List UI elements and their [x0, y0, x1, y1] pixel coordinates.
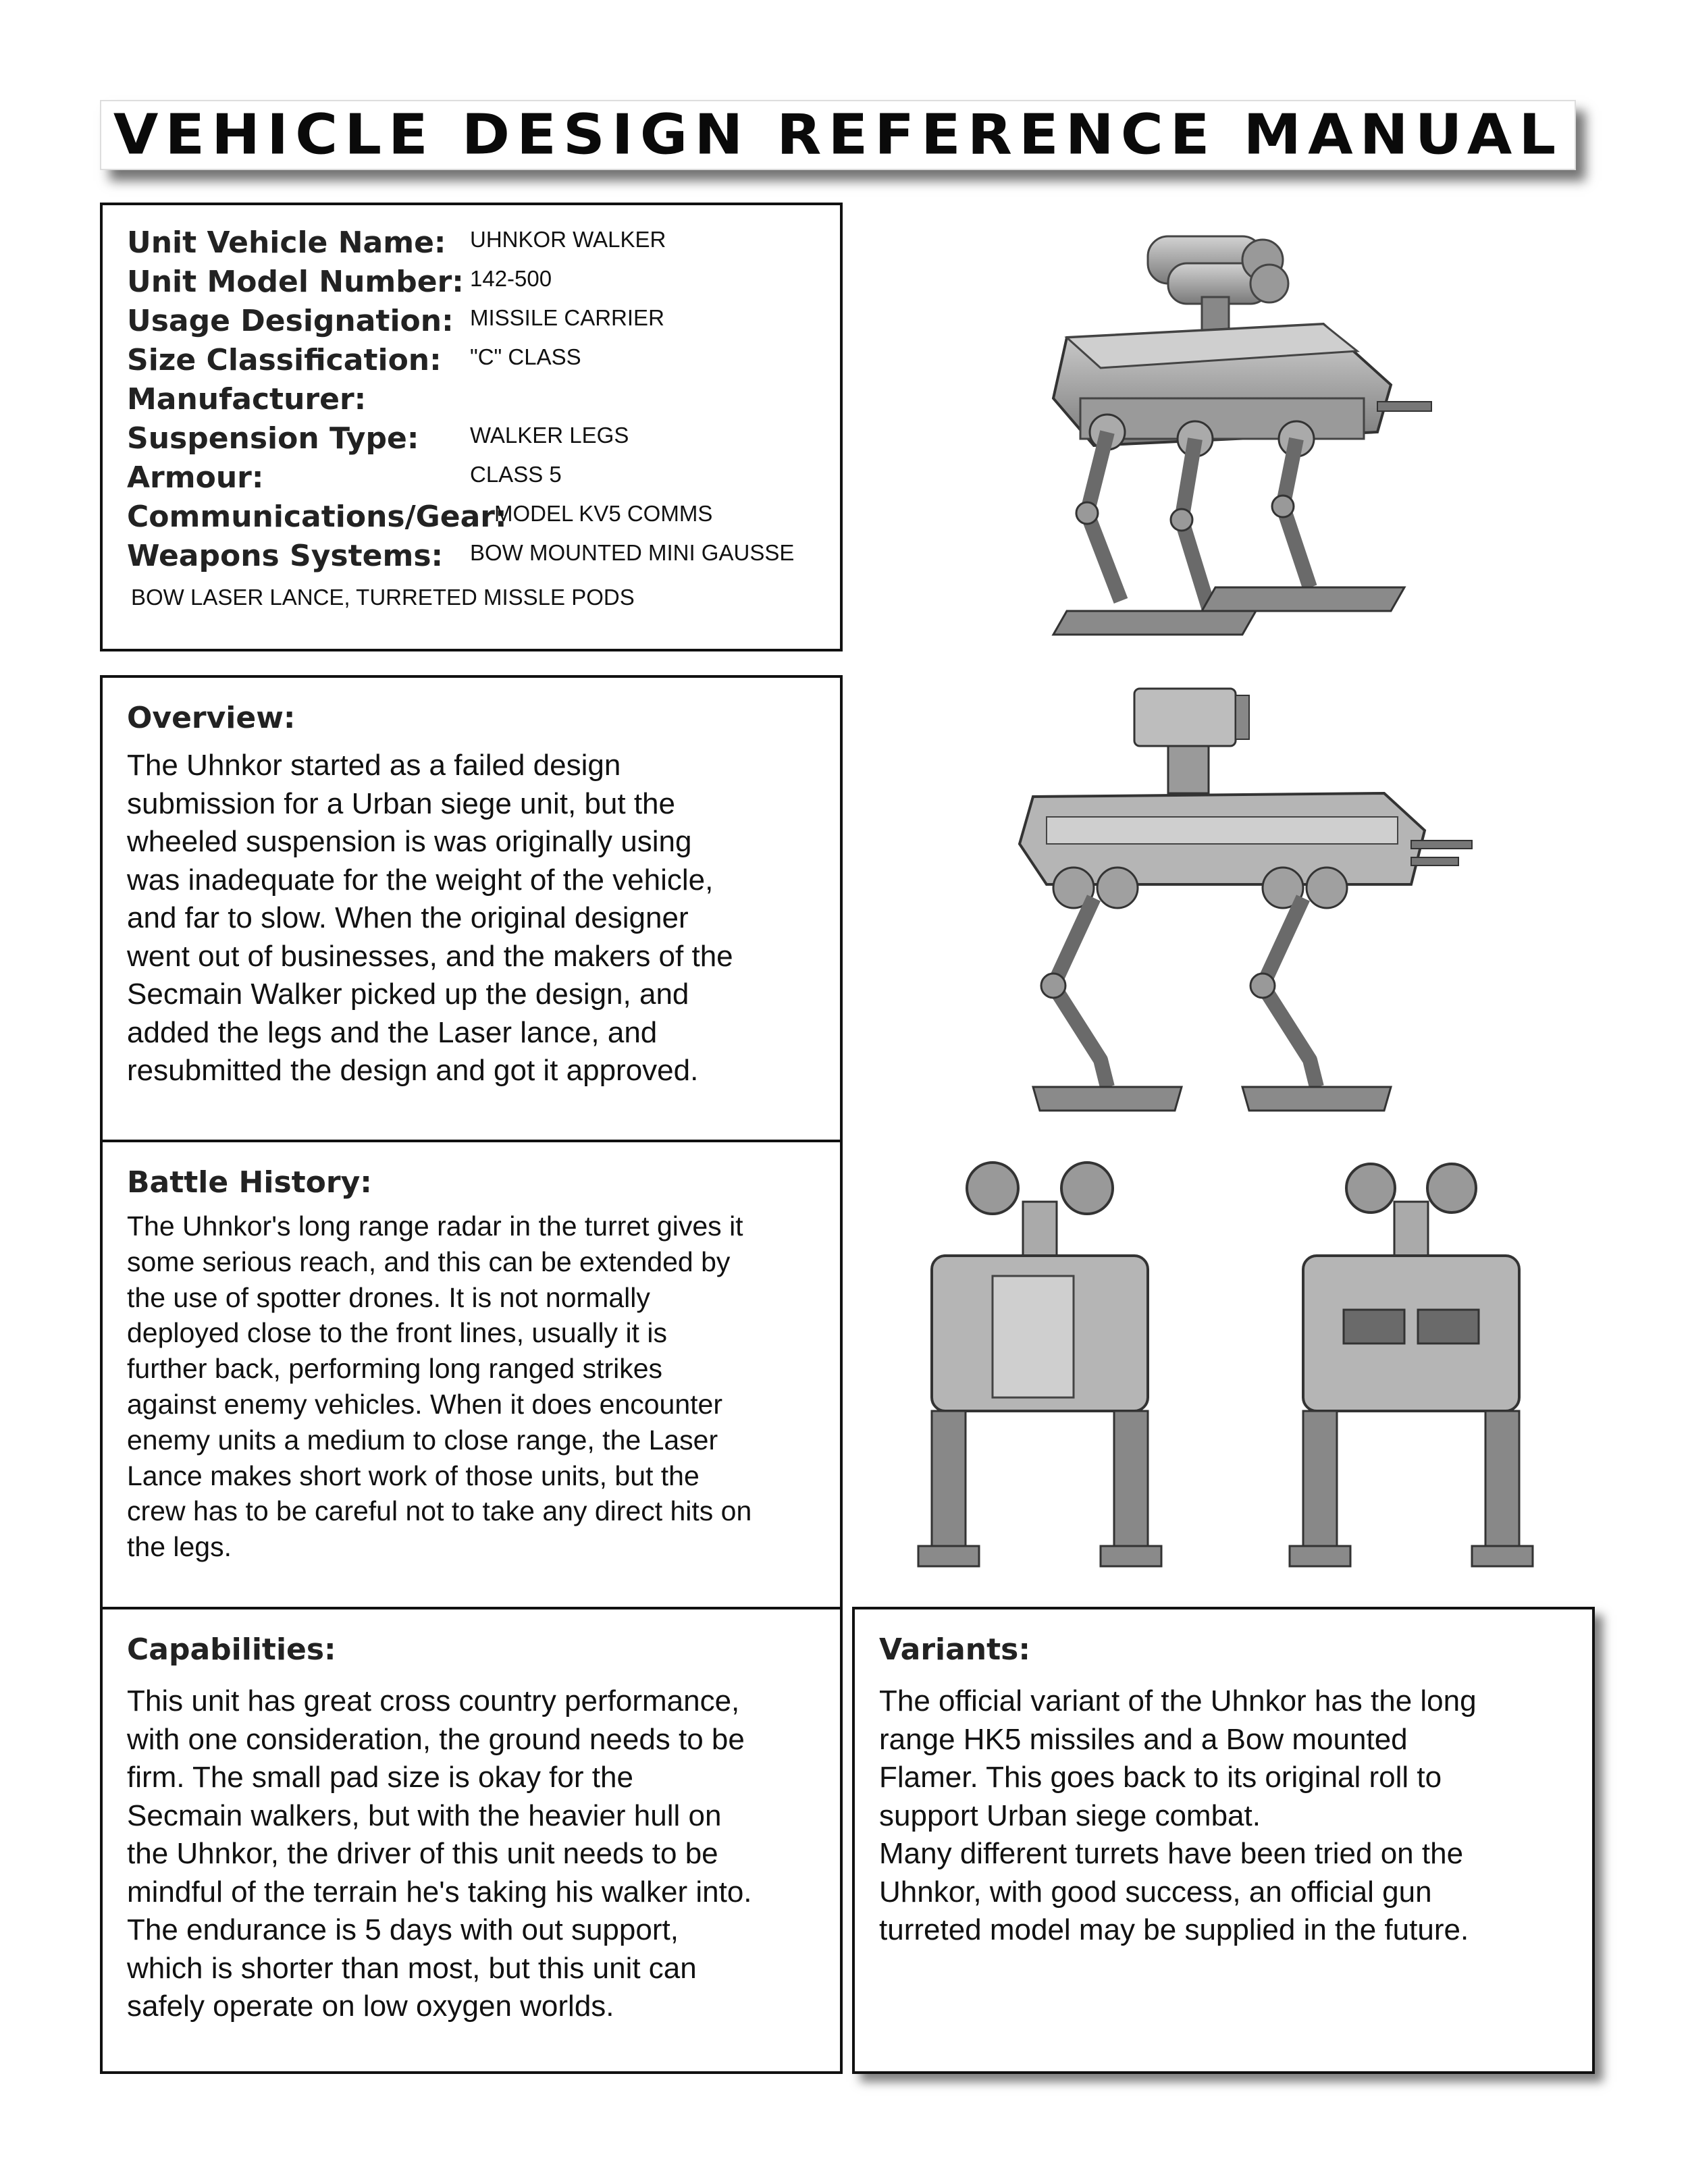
spec-row-size [127, 343, 442, 377]
spec-label: Weapons Systems: [127, 539, 444, 573]
capabilities-heading: Capabilities: [127, 1632, 336, 1667]
capabilities-section [100, 1607, 843, 2074]
battle-history-heading: Battle History: [127, 1165, 372, 1200]
spec-value-weapons: BOW MOUNTED MINI GAUSSE [470, 540, 795, 565]
spec-row-suspension [127, 421, 419, 456]
walker-rear-illustration [1283, 1161, 1553, 1580]
spec-value-suspension: WALKER LEGS [470, 423, 629, 448]
page-title: VEHICLE DESIGN REFERENCE MANUAL [113, 103, 1563, 167]
walker-side-illustration [1006, 682, 1479, 1121]
spec-value-weapons-extra: BOW LASER LANCE, TURRETED MISSLE PODS [131, 585, 635, 610]
spec-row-manufacturer [127, 382, 366, 417]
title-banner [100, 100, 1576, 170]
variants-text: The official variant of the Uhnkor has the long range HK5 missiles and a Bow mounted Flamer. This goes back to its original roll to support Urban siege combat. Many different turrets have been tried on the Uhnkor, with good success, an official gun turreted model may be supplied in the future. [879, 1684, 1477, 1946]
walker-front-illustration [912, 1161, 1182, 1580]
battle-history-text: The Uhnkor's long range radar in the turret gives it some serious reach, and this can be extended by the use of spotter drones. It is not normally deployed close to the front lines, usually it is further back, performing long ranged strikes against enemy vehicles. When it does encounter enemy units a medium to close range, the Laser Lance makes short work of those units, but the crew has to be careful not to take any direct hits on the legs. [127, 1210, 752, 1563]
overview-text: The Uhnkor started as a failed design submission for a Urban siege unit, but the wheeled suspension is was originally using was inadequate for the weight of the vehicle, and far to slow. When the original designer went out of businesses, and the makers of the Secmain Walker picked up the design, and added the legs and the Laser lance, and resubmitted the design and got it approved. [127, 749, 733, 1087]
overview-section [100, 675, 843, 1142]
spec-label: Manufacturer: [127, 382, 367, 417]
spec-value-model-number: 142-500 [470, 266, 552, 291]
spec-value-armour: CLASS 5 [470, 462, 562, 487]
spec-label: Unit Model Number: [127, 265, 464, 299]
spec-value-vehicle-name: UHNKOR WALKER [470, 227, 666, 252]
variants-heading: Variants: [879, 1632, 1030, 1667]
spec-value-usage: MISSILE CARRIER [470, 305, 664, 330]
walker-isometric-illustration [1040, 223, 1445, 662]
spec-row-model-number [127, 265, 464, 299]
spec-value-comms: MODEL KV5 COMMS [494, 501, 713, 526]
spec-label: Armour: [127, 460, 264, 495]
spec-row-comms [127, 500, 507, 534]
capabilities-text: This unit has great cross country performance, with one consideration, the ground needs to be firm. The small pad size is okay for the Secmain walkers, but with the heavier hull on the Uhnkor, the driver of this unit needs to be mindful of the terrain he's taking his walker into. The endurance is 5 days with out support, which is shorter than most, but this unit can safely operate on low oxygen worlds. [127, 1684, 752, 2023]
spec-value-size: "C" CLASS [470, 344, 581, 369]
overview-heading: Overview: [127, 701, 296, 735]
battle-history-section [100, 1140, 843, 1609]
spec-row-usage [127, 304, 454, 338]
spec-label: Unit Vehicle Name: [127, 225, 446, 260]
spec-label: Size Classification: [127, 343, 442, 377]
spec-label: Communications/Gear: [127, 500, 507, 534]
spec-row-armour [127, 460, 263, 495]
spec-label: Suspension Type: [127, 421, 419, 456]
spec-label: Usage Designation: [127, 304, 454, 338]
spec-row-vehicle-name [127, 225, 446, 260]
variants-section [852, 1607, 1595, 2074]
spec-sheet [100, 203, 843, 651]
spec-row-weapons [127, 539, 443, 573]
